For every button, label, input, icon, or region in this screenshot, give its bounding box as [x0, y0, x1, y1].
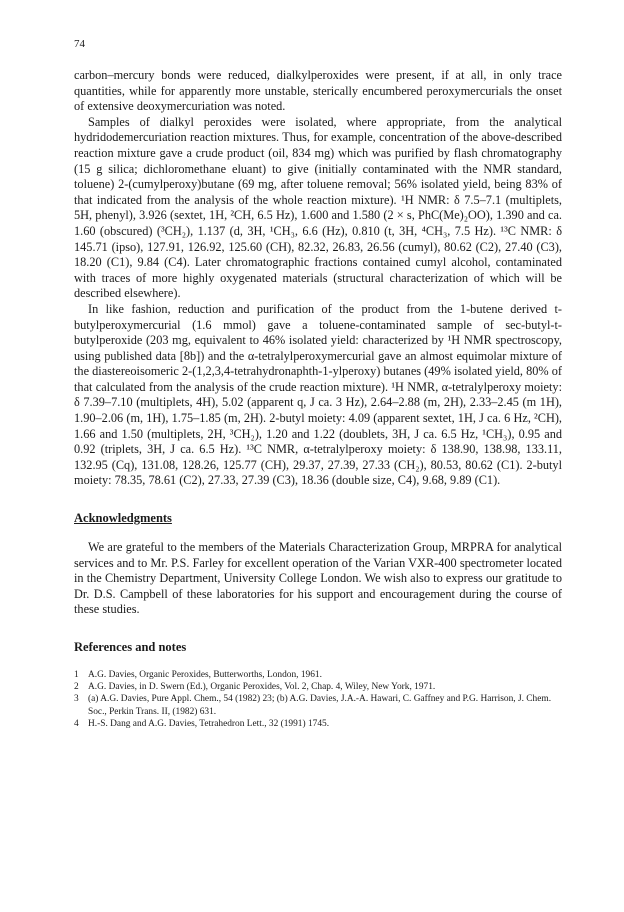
reference-item [74, 669, 562, 681]
references-heading: References and notes [74, 640, 187, 654]
page-number: 74 [74, 38, 85, 50]
reference-number: 4 [74, 718, 79, 729]
reference-list [74, 669, 562, 730]
reference-item [74, 718, 562, 730]
reference-item [74, 693, 562, 717]
paragraph-continuation: carbon–mercury bonds were reduced, dialkylperoxides were present, if at all, in only trace quantities, while for apparently more unstable, sterically encumbered peroxymercurials the onset of extensive deoxymercuriation was noted. [74, 68, 562, 114]
reference-text: (a) A.G. Davies, Pure Appl. Chem., 54 (1982) 23; (b) A.G. Davies, J.A.-A. Hawari, C. Gaffney and P.G. Harrison, J. Chem. Soc., Perkin Trans. II, (1982) 631. [88, 694, 552, 717]
reference-text: A.G. Davies, Organic Peroxides, Butterworths, London, 1961. [88, 670, 322, 680]
body-text [74, 68, 562, 489]
reference-number: 2 [74, 682, 79, 693]
reference-number: 3 [74, 694, 79, 705]
paragraph-cumylperoxy-isolation: Samples of dialkyl peroxides were isolated, where appropriate, from the analytical hydridodemercuriation reaction mixtures. Thus, for example, concentration of the above-described reaction mixture gave a crude product (oil, 834 mg) which was purified by flash chromatography (15 g silica; dichloromethane eluant) to give (initially contaminated with the NMR standard, toluene) 2-(cumylperoxy)butane (69 mg, after toluene removal; 56% isolated yield, being 83% of that indicated from the analysis of the whole reaction mixture). ¹H NMR: δ 7.5–7.1 (multiplets, 5H, phenyl), 3.926 (sextet, 1H, ²CH, 6.5 Hz), 1.600 and 1.580 (2 × s, PhC(Me)₂OO), 1.390 and ca. 1.60 (obscured) (³CH₂), 1.137 (d, 3H, ¹CH₃, 6.6 (Hz), 0.810 (t, 3H, ⁴CH₃, 7.5 Hz). ¹³C NMR: δ 145.71 (ipso), 127.91, 126.92, 125.60 (CH), 82.32, 26.83, 26.56 (cumyl), 80.62 (C2), 27.40 (C3), 18.20 (C1), 9.84 (C4). Later chromatographic fractions contained cumyl alcohol, contaminated with traces of more highly oxygenated materials (structural characterization of which will be described elsewhere). [74, 114, 562, 301]
reference-number: 1 [74, 670, 79, 680]
acknowledgments-text: We are grateful to the members of the Materials Characterization Group, MRPRA for analytical services and to Mr. P.S. Farley for excellent operation of the Varian VXR-400 spectrometer located in the Chemistry Department, University College London. We wish also to express our gratitude to Dr. D.S. Campbell of these laboratories for his support and encouragement during the course of these studies. [74, 540, 562, 617]
reference-item [74, 681, 562, 693]
reference-text: H.-S. Dang and A.G. Davies, Tetrahedron Lett., 32 (1991) 1745. [88, 718, 330, 729]
reference-text: A.G. Davies, in D. Swern (Ed.), Organic Peroxides, Vol. 2, Chap. 4, Wiley, New York, 1971. [88, 682, 436, 693]
page [74, 38, 562, 730]
acknowledgments-heading: Acknowledgments [74, 511, 172, 526]
paragraph-tetralylperoxy: In like fashion, reduction and purification of the product from the 1-butene derived t-butylperoxymercurial (1.6 mmol) gave a toluene-contaminated sample of sec-butyl-t-butylperoxide (203 mg, equivalent to 46% isolated yield: characterized by ¹H NMR spectroscopy, using published data [8b]) and the α-tetralylperoxymercurial gave an almost equimolar mixture of the diastereoisomeric 2-(1,2,3,4-tetrahydronaphth-1-ylperoxy) butanes (49% isolated yield, 80% of that calculated from the analysis of the crude reaction mixture). ¹H NMR, α-tetralylperoxy moiety: δ 7.39–7.10 (multiplets, 4H), 5.02 (apparent q, J ca. 3 Hz), 2.64–2.88 (m, 2H), 2.33–2.45 (m 1H), 1.90–2.06 (m, 1H), 1.75–1.85 (m, 2H). 2-butyl moiety: 4.09 (apparent sextet, 1H, J ca. 6 Hz, ²CH), 1.66 and 1.50 (multiplets, 2H, ³CH₂), 1.20 and 1.22 (doublets, 3H, J ca. 6.5 Hz, ¹CH₃), 0.95 and 0.92 (triplets, 3H, J ca. 6.5 Hz). ¹³C NMR, α-tetralylperoxy moiety: δ 138.90, 138.98, 133.11, 132.95 (Cq), 131.08, 128.26, 125.77 (CH), 29.37, 27.39, 27.33 (CH₂), 80.53, 80.62 (C1). 2-butyl moiety: 78.35, 78.61 (C2), 27.33, 27.39 (C3), 18.36 (double size, C4), 9.68, 9.89 (C1). [74, 301, 562, 488]
